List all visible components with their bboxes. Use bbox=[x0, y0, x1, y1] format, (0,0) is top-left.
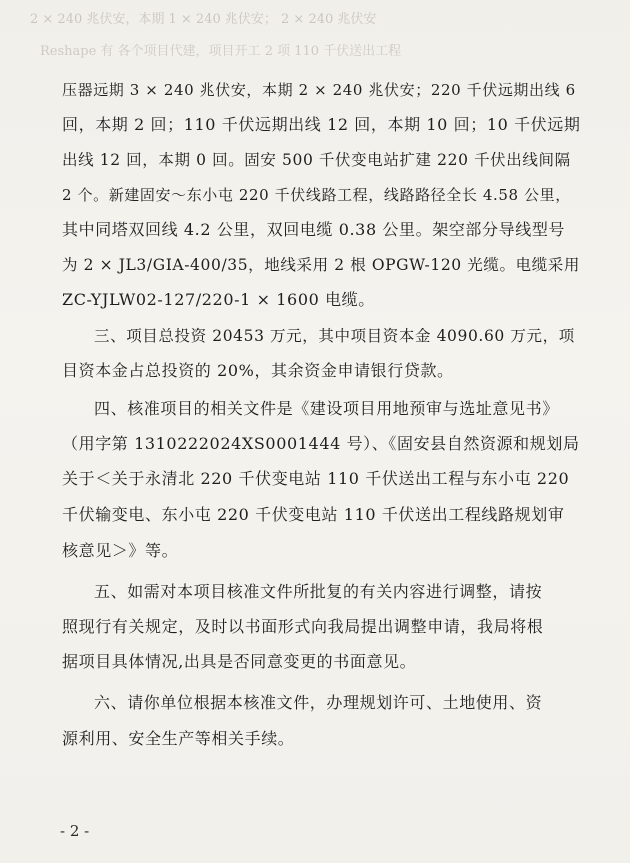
text-line: ZC-YJLW02-127/220-1 × 1600 电缆。 bbox=[62, 290, 375, 309]
text-line: 三、项目总投资 20453 万元，其中项目资本金 4090.60 万元，项 bbox=[94, 327, 575, 345]
text-line: （用字第 1310222024XS0001444 号）、《固安县自然资源和规划局 bbox=[62, 434, 580, 453]
text-line: 为 2 × JL3/GIA-400/35，地线采用 2 根 OPGW-120 光缆。电缆采用 bbox=[62, 256, 581, 274]
text-line: 关于＜关于永清北 220 千伏变电站 110 千伏送出工程与东小屯 220 bbox=[62, 469, 570, 488]
text-line: 五、如需对本项目核准文件所批复的有关内容进行调整，请按 bbox=[94, 582, 543, 601]
text-line: 照现行有关规定，及时以书面形式向我局提出调整申请，我局将根 bbox=[62, 617, 544, 636]
text-line: 据项目具体情况,出具是否同意变更的书面意见。 bbox=[62, 652, 417, 671]
text-line: 四、核准项目的相关文件是《建设项目用地预审与选址意见书》 bbox=[94, 399, 559, 418]
text-line: 2 个。新建固安～东小屯 220 千伏线路工程，线路路径全长 4.58 公里， bbox=[62, 186, 571, 204]
text-line: 出线 12 回，本期 0 回。固安 500 千伏变电站扩建 220 千伏出线间隔 bbox=[62, 151, 571, 169]
text-line: 核意见＞》等。 bbox=[62, 541, 179, 560]
text-line: 回，本期 2 回；110 千伏远期出线 12 回，本期 10 回；10 千伏远期 bbox=[62, 115, 581, 134]
bleed-through-text: 2 × 240 兆伏安，本期 1 × 240 兆伏安； 2 × 240 兆伏安 bbox=[30, 12, 377, 27]
text-line: 目资本金占总投资的 20%，其余资金申请银行贷款。 bbox=[62, 361, 454, 380]
text-line: 千伏输变电、东小屯 220 千伏变电站 110 千伏送出工程线路规划审 bbox=[62, 505, 565, 524]
bleed-through-text: Reshape 有 各个项目代建，项目开工 2 项 110 千伏送出工程 bbox=[40, 44, 402, 59]
text-line: 其中同塔双回线 4.2 公里，双回电缆 0.38 公里。架空部分导线型号 bbox=[62, 220, 566, 239]
text-line: 源利用、安全生产等相关手续。 bbox=[62, 729, 295, 748]
text-line: 压器远期 3 × 240 兆伏安，本期 2 × 240 兆伏安；220 千伏远期出线 6 bbox=[62, 81, 576, 99]
page-number: - 2 - bbox=[60, 822, 90, 840]
text-line: 六、请你单位根据本核准文件，办理规划许可、土地使用、资 bbox=[94, 693, 543, 712]
